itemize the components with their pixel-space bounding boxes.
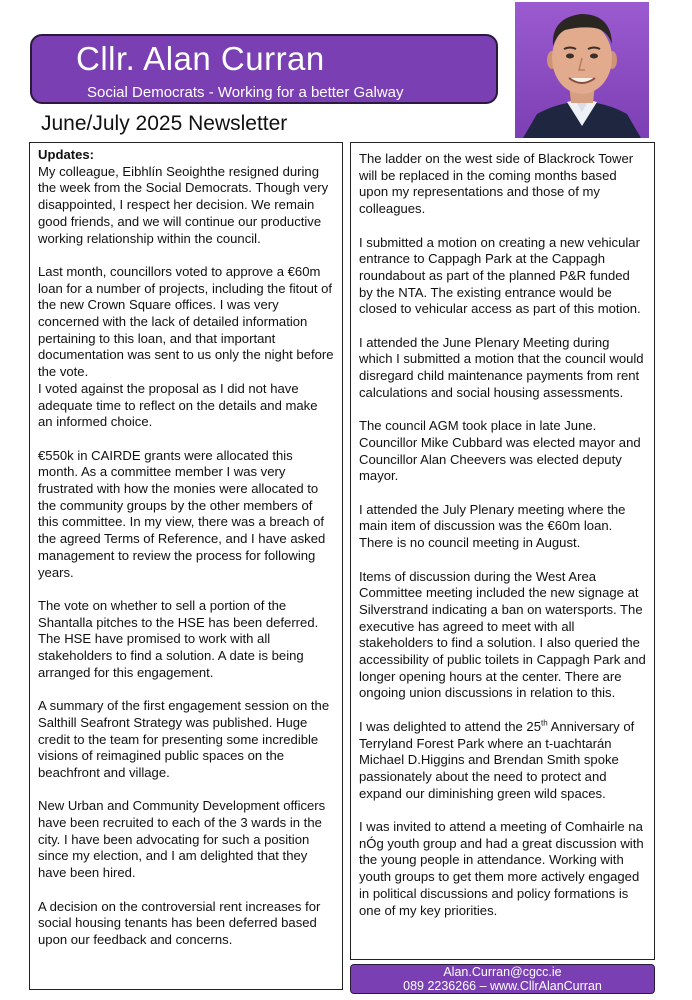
paragraph-agm: The council AGM took place in late June. Councillor Mike Cubbard was elected mayor and Councillor Alan Cheevers was elected deputy mayor. (359, 418, 641, 484)
newsletter-title: June/July 2025 Newsletter (41, 112, 288, 135)
anniversary-before: I was delighted to attend the 25 (359, 718, 541, 734)
portrait-photo (515, 2, 649, 138)
paragraph-west-area: Items of discussion during the West Area Committee meeting included the new signage at Silverstrand indicating a ban on watersports. The executive has agreed to meet with all stakeholders to find a solution. I also queried the accessibility of public toilets in Cappagh Park and longer opening hours at the center. There are ongoing union discussions in relation to this. (359, 568, 646, 701)
councillor-name: Cllr. Alan Curran (76, 40, 325, 77)
paragraph-cappagh-entrance: I submitted a motion on creating a new vehicular entrance to Cappagh Park at the Cappagh roundabout as part of the planned P&R funded by the NTA. The existing entrance would be closed to vehicular access as part of this motion. (359, 234, 641, 317)
paragraph-anniversary (359, 719, 646, 803)
left-column (29, 142, 343, 990)
paragraph-comhairle: I was invited to attend a meeting of Comhairle na nÓg youth group and had a great discussion with the young people in attendance. Working with youth groups to get them more actively engaged in political discussions and policy formations is one of my key priorities. (359, 819, 644, 918)
paragraph-resignation: My colleague, Eibhlín Seoighthe resigned during the week from the Social Democrats. Though very disappointed, I respect her decision. We remain good friends, and we will continue our productive working relationship within the council. (38, 163, 329, 246)
paragraph-july-plenary: I attended the July Plenary meeting where the main item of discussion was the €60m loan. There is no council meeting in August. (359, 501, 626, 551)
anniversary-after: Anniversary of Terryland Forest Park where an t-uachtarán Michael D.Higgins and Brendan Smith spoke passionately about the need to protect and expand our diminishing green wild spaces. (359, 718, 635, 801)
paragraph-blackrock: The ladder on the west side of Blackrock Tower will be replaced in the coming months based upon my representations and those of my colleagues. (359, 151, 634, 217)
paragraph-cairde-grants: €550k in CAIRDE grants were allocated this month. As a committee member I was very frustrated with how the monies were allocated to the community groups by the other members of this committee. In my view, there was a breach of the agreed Terms of Reference, and I have asked management to review the process for following years. (38, 447, 326, 580)
right-column (350, 142, 655, 960)
paragraph-june-plenary: I attended the June Plenary Meeting during which I submitted a motion that the council would disregard child maintenance payments from rent calculations and social housing assessments. (359, 334, 644, 400)
paragraph-salthill: A summary of the first engagement session on the Salthill Seafront Strategy was published. Huge credit to the team for presenting some incredible visions of reimagined public spaces on the beachfront and village. (38, 698, 330, 780)
contact-footer (350, 964, 655, 994)
header-banner (30, 34, 498, 104)
paragraph-development-officers: New Urban and Community Development officers have been recruited to each of the 3 wards in the city. I have been advocating for such a position since my election, and I am delighted that they have been hired. (38, 798, 326, 881)
paragraph-loan: Last month, councillors voted to approve a €60m loan for a number of projects, including the fitout of the new Crown Square offices. I was very concerned with the lack of detailed information pertaining to this loan, and that important documentation was sent to us only the night before the vote. (38, 263, 334, 380)
paragraph-rent-increases: A decision on the controversial rent increases for social housing tenants has been deferred based upon our feedback and concerns. (38, 898, 321, 947)
party-tagline: Social Democrats - Working for a better Galway (87, 84, 404, 101)
phone-website[interactable]: 089 2236266 – www.CllrAlanCurran (403, 978, 602, 993)
paragraph-vote-against: I voted against the proposal as I did not have adequate time to reflect on the details and make an informed choice. (38, 380, 318, 430)
updates-heading: Updates: (38, 147, 95, 162)
email-link[interactable]: Alan.Curran@cgcc.ie (443, 965, 562, 979)
portrait-icon (515, 2, 649, 138)
anniversary-sup: th (541, 718, 548, 728)
paragraph-shantalla: The vote on whether to sell a portion of the Shantalla pitches to the HSE has been deferred. The HSE have promised to work with all stakeholders to find a solution. A date is being arranged for this engagement. (38, 597, 319, 680)
